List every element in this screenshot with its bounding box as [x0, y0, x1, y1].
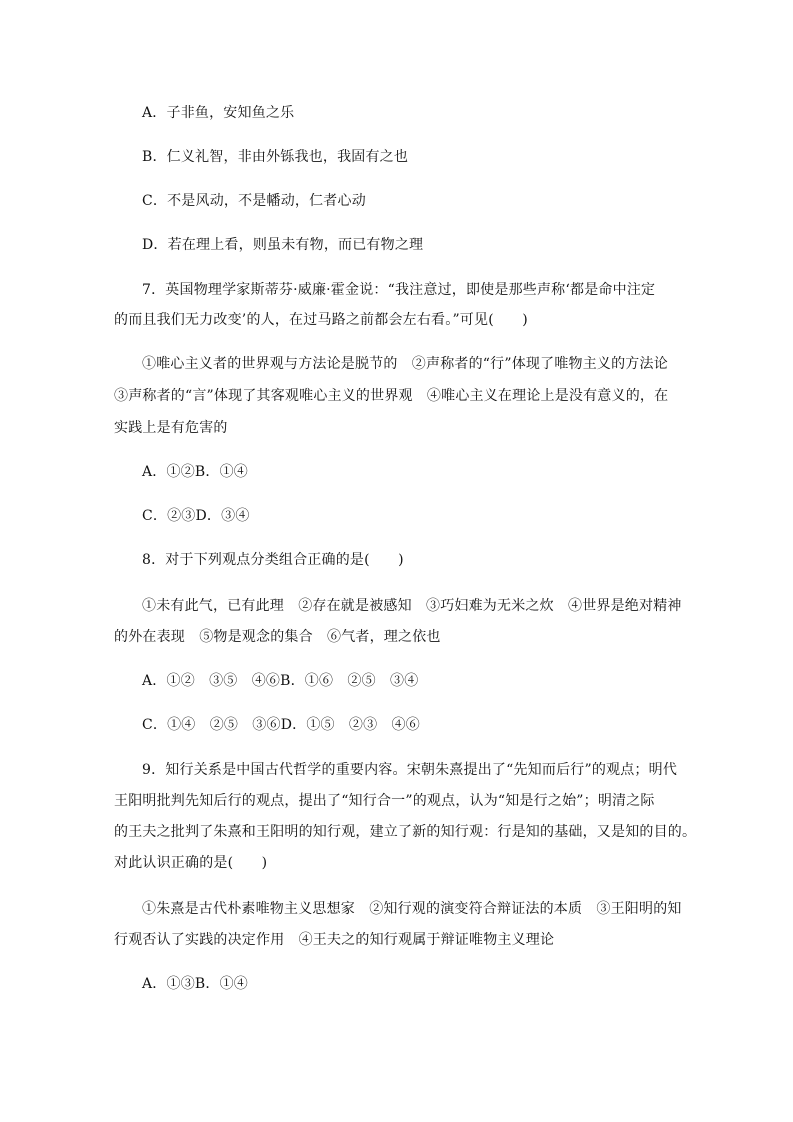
q6-option-c: C．不是风动，不是幡动，仁者心动 — [142, 193, 366, 209]
q7-stem-line-1: 7．英国物理学家斯蒂芬·威廉·霍金说：“我注意过，即使是那些声称‘都是命中注定 — [142, 282, 656, 298]
q8-stem: 8．对于下列观点分类组合正确的是( ) — [142, 552, 404, 568]
q9-stem-line-2: 王阳明批判先知后行的观点，提出了“知行合一”的观点，认为“知是行之始”；明清之际 — [114, 793, 655, 809]
q9-stem-line-1: 9．知行关系是中国古代哲学的重要内容。宋朝朱熹提出了“先知而后行”的观点；明代 — [142, 762, 678, 778]
q8-statements-line-1: ①未有此气，已有此理 ②存在就是被感知 ③巧妇难为无米之炊 ④世界是绝对精神 — [142, 598, 682, 614]
q7-options-cd: C．②③D．③④ — [142, 508, 250, 524]
q7-statements-line-2: ③声称者的“言”体现了其客观唯心主义的世界观 ④唯心主义在理论上是没有意义的，在 — [114, 388, 669, 404]
q7-statements-line-3: 实践上是有危害的 — [114, 420, 228, 436]
q8-statements-line-2: 的外在表现 ⑤物是观念的集合 ⑥气者，理之依也 — [114, 629, 441, 645]
q9-statements-line-1: ①朱熹是古代朴素唯物主义思想家 ②知行观的演变符合辩证法的本质 ③王阳明的知 — [142, 901, 682, 917]
q8-options-ab: A．①② ③⑤ ④⑥B．①⑥ ②⑤ ③④ — [142, 673, 419, 689]
q8-options-cd: C．①④ ②⑤ ③⑥D．①⑤ ②③ ④⑥ — [142, 717, 420, 733]
q7-options-ab: A．①②B．①④ — [142, 464, 248, 480]
q9-stem-line-3: 的王夫之批判了朱熹和王阳明的知行观，建立了新的知行观：行是知的基础，又是知的目的。 — [114, 824, 697, 840]
q6-option-b: B．仁义礼智，非由外铄我也，我固有之也 — [142, 149, 409, 165]
q6-option-a: A．子非鱼，安知鱼之乐 — [142, 105, 295, 121]
q9-stem-line-4: 对此认识正确的是( ) — [114, 855, 268, 871]
q9-statements-line-2: 行观否认了实践的决定作用 ④王夫之的知行观属于辩证唯物主义理论 — [114, 932, 555, 948]
q6-option-d: D．若在理上看，则虽未有物，而已有物之理 — [142, 237, 424, 253]
q7-statements-line-1: ①唯心主义者的世界观与方法论是脱节的 ②声称者的“行”体现了唯物主义的方法论 — [142, 356, 668, 372]
q7-stem-line-2: 的而且我们无力改变’的人，在过马路之前都会左右看。”可见( ) — [114, 312, 528, 328]
q9-options-ab: A．①③B．①④ — [142, 976, 248, 992]
